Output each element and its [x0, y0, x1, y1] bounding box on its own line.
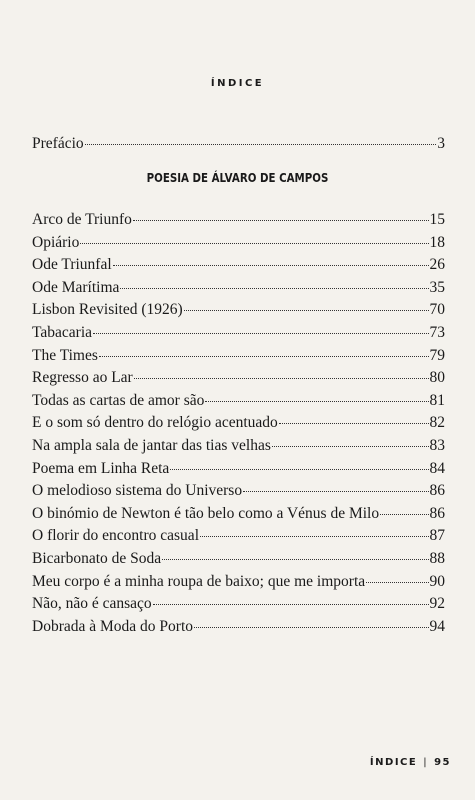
- dot-leader: [153, 604, 429, 605]
- footer-label: ÍNDICE: [369, 757, 418, 768]
- toc-entry[interactable]: [32, 277, 445, 300]
- toc-entry[interactable]: [32, 322, 445, 345]
- entry-title: The Times: [32, 346, 98, 364]
- entry-title: Dobrada à Moda do Porto: [32, 617, 193, 635]
- toc-entry[interactable]: [32, 458, 445, 481]
- toc-entry[interactable]: [32, 548, 445, 571]
- dot-leader: [272, 446, 429, 447]
- entry-title: Ode Marítima: [32, 278, 120, 296]
- footer-page-number: 95: [434, 757, 451, 768]
- entry-page: 87: [429, 527, 445, 545]
- entry-title: Prefácio: [32, 135, 84, 152]
- entry-page: 80: [429, 369, 445, 387]
- toc-entry[interactable]: [32, 412, 445, 435]
- dot-leader: [366, 582, 428, 583]
- entry-page: 84: [429, 459, 445, 477]
- dot-leader: [113, 265, 429, 266]
- toc-entry[interactable]: [32, 232, 445, 255]
- entry-title: Lisbon Revisited (1926): [32, 301, 183, 319]
- toc-entry[interactable]: [32, 209, 445, 232]
- toc-entry[interactable]: [32, 367, 445, 390]
- entry-title: Opiário: [32, 233, 80, 251]
- toc-entry[interactable]: [32, 503, 445, 526]
- entry-title: Todas as cartas de amor são: [32, 391, 205, 409]
- entry-page: 3: [437, 135, 445, 152]
- entry-page: 70: [429, 301, 445, 319]
- page-footer: [370, 757, 451, 768]
- toc-list: [32, 209, 445, 638]
- dot-leader: [243, 491, 428, 492]
- entry-page: 86: [429, 482, 445, 500]
- dot-leader: [80, 243, 428, 244]
- entry-page: 81: [429, 391, 445, 409]
- entry-page: 73: [429, 323, 445, 341]
- dot-leader: [99, 356, 429, 357]
- entry-page: 94: [429, 617, 445, 635]
- dot-leader: [120, 288, 428, 289]
- section-heading: POESIA DE ÁLVARO DE CAMPOS: [146, 170, 329, 185]
- entry-page: 83: [429, 436, 445, 454]
- dot-leader: [170, 469, 428, 470]
- entry-title: Na ampla sala de jantar das tias velhas: [32, 436, 271, 454]
- toc-entry[interactable]: [32, 593, 445, 616]
- entry-page: 35: [429, 278, 445, 296]
- entry-title: Poema em Linha Reta: [32, 459, 170, 477]
- toc-entry[interactable]: [32, 480, 445, 503]
- entry-title: Regresso ao Lar: [32, 369, 133, 387]
- entry-title: Bicarbonato de Soda: [32, 549, 162, 567]
- toc-entry[interactable]: [32, 390, 445, 413]
- entry-page: 18: [429, 233, 445, 251]
- dot-leader: [184, 310, 429, 311]
- toc-entry[interactable]: [32, 525, 445, 548]
- dot-leader: [85, 144, 437, 145]
- toc-entry[interactable]: [32, 435, 445, 458]
- dot-leader: [134, 378, 429, 379]
- footer-separator: |: [423, 757, 429, 768]
- entry-title: Ode Triunfal: [32, 256, 112, 274]
- entry-page: 90: [429, 572, 445, 590]
- entry-title: Arco de Triunfo: [32, 211, 132, 228]
- entry-title: Meu corpo é a minha roupa de baixo; que me importa: [32, 572, 366, 590]
- dot-leader: [205, 401, 428, 402]
- entry-title: O binómio de Newton é tão belo como a Vénus de Milo: [32, 504, 380, 522]
- entry-page: 92: [429, 595, 445, 613]
- entry-page: 88: [429, 549, 445, 567]
- dot-leader: [200, 536, 429, 537]
- toc-entry[interactable]: [32, 299, 445, 322]
- entry-title: O melodioso sistema do Universo: [32, 482, 243, 500]
- entry-title: Não, não é cansaço: [32, 595, 152, 613]
- entry-page: 26: [429, 256, 445, 274]
- dot-leader: [194, 627, 429, 628]
- dot-leader: [279, 423, 429, 424]
- entry-page: 15: [429, 211, 445, 228]
- toc-entry[interactable]: [32, 571, 445, 594]
- entry-title: E o som só dentro do relógio acentuado: [32, 414, 278, 432]
- entry-page: 79: [429, 346, 445, 364]
- entry-page: 82: [429, 414, 445, 432]
- dot-leader: [93, 333, 428, 334]
- entry-page: 86: [429, 504, 445, 522]
- toc-entry[interactable]: [32, 133, 445, 156]
- entry-title: O florir do encontro casual: [32, 527, 199, 545]
- dot-leader: [133, 220, 429, 221]
- toc-entry[interactable]: [32, 254, 445, 277]
- preface-entry: [32, 133, 445, 156]
- page-header-title: ÍNDICE: [210, 78, 265, 89]
- dot-leader: [162, 559, 428, 560]
- entry-title: Tabacaria: [32, 323, 93, 341]
- toc-entry[interactable]: [32, 345, 445, 368]
- dot-leader: [380, 514, 428, 515]
- toc-entry[interactable]: [32, 616, 445, 639]
